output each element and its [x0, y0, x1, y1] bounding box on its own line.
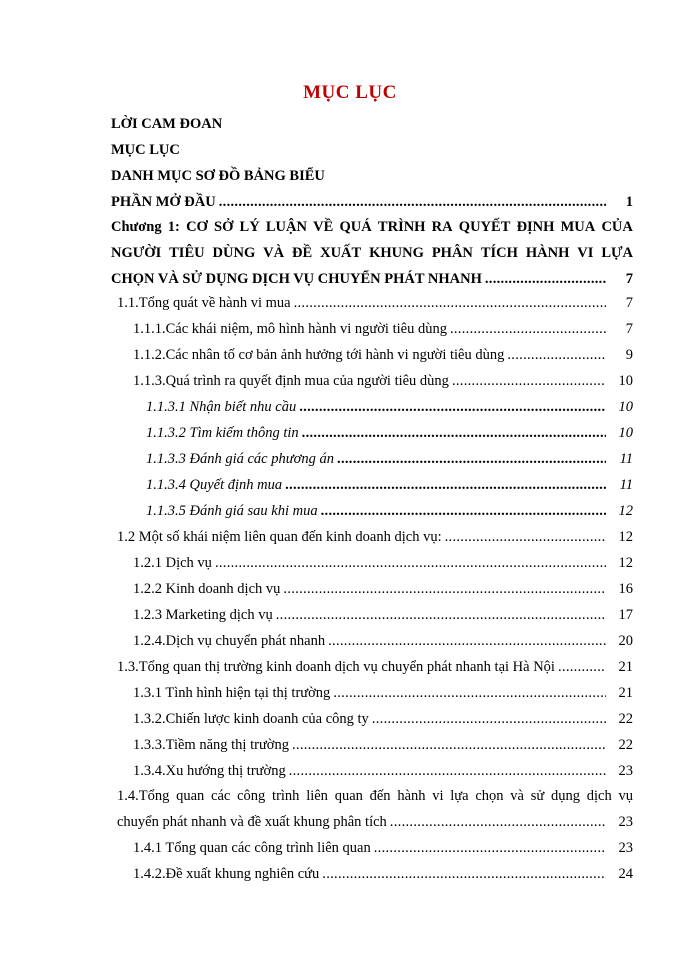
toc-entry-page: 11 [619, 451, 633, 467]
toc-intro-page: 1 [625, 194, 633, 210]
word: 1: [167, 219, 180, 235]
chapter-1-page: 7 [625, 271, 633, 287]
word: TRÌNH [377, 219, 426, 235]
word: CỦA [601, 219, 633, 235]
leader-dots [372, 709, 606, 729]
toc-entry-label: 1.3.Tổng quan thị trường kinh doanh dịch vụ chuyển phát nhanh tại Hà Nội [117, 659, 555, 675]
word: VỀ [313, 219, 334, 235]
toc-entry-label: 1.1.1.Các khái niệm, mô hình hành vi người tiêu dùng [133, 321, 447, 337]
leader-dots [321, 501, 606, 521]
section-1-4-line-2-text: chuyển phát nhanh và đề xuất khung phân tích [117, 814, 387, 830]
toc-entry[interactable] [133, 371, 633, 391]
leader-dots [337, 449, 606, 469]
leader-dots [299, 397, 606, 417]
toc-entry-label: 1.1.3.3 Đánh giá các phương án [146, 451, 335, 467]
word: XUẤT [320, 245, 362, 261]
toc-entry[interactable] [133, 579, 633, 599]
toc-intro-label: PHẦN MỞ ĐẦU [111, 194, 216, 210]
toc-entry-label: 1.2.2 Kinh doanh dịch vụ [133, 581, 281, 597]
toc-entry-label: 1.1.Tổng quát về hành vi mua [117, 295, 291, 311]
toc-entry-page: 17 [618, 607, 633, 623]
word: TÍCH [480, 245, 518, 261]
toc-entry[interactable] [133, 319, 633, 339]
leader-dots [283, 579, 606, 599]
toc-entry[interactable] [117, 293, 633, 313]
toc-entry[interactable] [146, 475, 633, 495]
toc-entry-label: 1.1.3.2 Tìm kiếm thông tin [146, 425, 299, 441]
toc-entry-page: 23 [618, 840, 633, 856]
leader-dots [219, 192, 606, 212]
word: lựa [450, 788, 469, 804]
toc-intro[interactable] [111, 192, 633, 212]
leader-dots [215, 553, 606, 573]
leader-dots [507, 345, 606, 365]
leader-dots [302, 423, 606, 443]
toc-entry[interactable] [133, 553, 633, 573]
toc-entry-page: 10 [618, 425, 633, 441]
word: Chương [111, 219, 162, 235]
toc-entry-label: 1.1.3.Quá trình ra quyết định mua của người tiêu dùng [133, 373, 449, 389]
word: dịch [586, 788, 612, 804]
leader-dots [328, 631, 606, 651]
toc-entry-label: 1.3.1 Tình hình hiện tại thị trường [133, 685, 331, 701]
word: công [237, 788, 266, 804]
word: TIÊU [169, 245, 205, 261]
toc-entry-page: 12 [618, 555, 633, 571]
toc-entry[interactable] [117, 657, 633, 677]
word: liên [306, 788, 328, 804]
word: KHUNG [369, 245, 424, 261]
toc-entry-page: 7 [625, 295, 633, 311]
toc-entry-page: 16 [618, 581, 633, 597]
word: SỞ [214, 219, 234, 235]
word: PHÂN [431, 245, 473, 261]
word: đến [369, 788, 391, 804]
toc-entry[interactable] [146, 449, 633, 469]
toc-entry[interactable] [133, 683, 633, 703]
toc-entry-page: 9 [625, 347, 633, 363]
toc-entry-page: 11 [619, 477, 633, 493]
toc-entry[interactable] [146, 423, 633, 443]
toc-entry[interactable] [133, 345, 633, 365]
page-title: MỤC LỤC [303, 82, 397, 103]
word: dụng [551, 788, 580, 804]
leader-dots [294, 293, 606, 313]
word: QUYẾT [458, 219, 511, 235]
toc-entry-label: 1.1.3.5 Đánh giá sau khi mua [146, 503, 318, 519]
toc-entry[interactable] [133, 735, 633, 755]
leader-dots [276, 605, 606, 625]
toc-entry-label: 1.3.4.Xu hướng thị trường [133, 763, 286, 779]
toc-entry[interactable] [133, 709, 633, 729]
toc-entry-label: 1.1.3.1 Nhận biết nhu cầu [146, 399, 297, 415]
word: LỰA [601, 245, 633, 261]
leader-dots [452, 371, 606, 391]
leader-dots [333, 683, 606, 703]
toc-entry[interactable] [146, 501, 633, 521]
toc-entry-label: 1.2 Một số khái niệm liên quan đến kinh doanh dịch vụ: [117, 529, 442, 545]
section-1-4-page: 23 [618, 814, 633, 830]
word: RA [431, 219, 453, 235]
leader-dots [450, 319, 606, 339]
leader-dots [390, 812, 606, 832]
leader-dots [322, 864, 606, 884]
word: LUẬN [265, 219, 307, 235]
toc-entry-page: 10 [618, 373, 633, 389]
word: ĐỊNH [516, 219, 555, 235]
leader-dots [289, 761, 606, 781]
toc-entry-label: 1.2.1 Dịch vụ [133, 555, 212, 571]
leader-dots [558, 657, 606, 677]
toc-front-figures[interactable]: DANH MỤC SƠ ĐỒ BẢNG BIỂU [111, 168, 325, 184]
toc-entry-page: 7 [625, 321, 633, 337]
word: CƠ [186, 219, 208, 235]
toc-entry-label: 1.4.2.Đề xuất khung nghiên cứu [133, 866, 320, 882]
toc-entry-label: 1.1.3.4 Quyết định mua [146, 477, 283, 493]
toc-entry-page: 12 [618, 529, 633, 545]
chapter-1-line-1 [111, 217, 633, 237]
word: LÝ [239, 219, 260, 235]
word: vi [432, 788, 444, 804]
leader-dots [374, 838, 606, 858]
word: QUÁ [339, 219, 372, 235]
word: NGƯỜI [111, 245, 162, 261]
toc-entry-label: 1.2.3 Marketing dịch vụ [133, 607, 273, 623]
toc-entry-page: 20 [618, 633, 633, 649]
toc-entry[interactable] [133, 605, 633, 625]
toc-entry-label: 1.1.2.Các nhân tố cơ bản ảnh hưởng tới hành vi người tiêu dùng [133, 347, 505, 363]
section-1-4-line-2 [117, 812, 633, 832]
word: vụ [618, 788, 633, 804]
toc-entry-label: 1.3.3.Tiềm năng thị trường [133, 737, 289, 753]
leader-dots [485, 269, 606, 289]
word: 1.4.Tổng [117, 788, 170, 804]
toc-entry[interactable] [133, 838, 633, 858]
toc-chapter-1[interactable] [111, 217, 633, 289]
word: quan [334, 788, 363, 804]
word: VÀ [263, 245, 285, 261]
word: ĐỀ [292, 245, 313, 261]
toc-entry-page: 10 [618, 399, 633, 415]
word: hành [397, 788, 426, 804]
word: VI [577, 245, 594, 261]
toc-entry-page: 12 [618, 503, 633, 519]
toc-entry[interactable] [133, 864, 633, 884]
chapter-1-line-2 [111, 243, 633, 263]
toc-front-commitment[interactable]: LỜI CAM ĐOAN [111, 116, 223, 132]
chapter-1-line-3-text: CHỌN VÀ SỬ DỤNG DỊCH VỤ CHUYỂN PHÁT NHANH [111, 271, 482, 287]
toc-front-contents[interactable]: MỤC LỤC [111, 142, 180, 158]
toc-entry-page: 21 [618, 659, 633, 675]
word: MUA [560, 219, 596, 235]
word: chọn [475, 788, 504, 804]
toc-section-1-4[interactable] [117, 786, 633, 832]
chapter-1-line-3 [111, 269, 633, 289]
toc-entry[interactable] [133, 761, 633, 781]
leader-dots [285, 475, 606, 495]
leader-dots [445, 527, 606, 547]
toc-entry-page: 22 [618, 711, 633, 727]
word: và [510, 788, 524, 804]
toc-entry-label: 1.2.4.Dịch vụ chuyển phát nhanh [133, 633, 326, 649]
word: sử [530, 788, 545, 804]
toc-entry-page: 23 [618, 763, 633, 779]
toc-entry-page: 24 [618, 866, 633, 882]
toc-entry[interactable] [117, 527, 633, 547]
toc-entry[interactable] [133, 631, 633, 651]
toc-entry-page: 22 [618, 737, 633, 753]
section-1-4-line-1 [117, 786, 633, 806]
word: các [211, 788, 231, 804]
toc-entry[interactable] [146, 397, 633, 417]
toc-entry-label: 1.3.2.Chiến lược kinh doanh của công ty [133, 711, 369, 727]
word: HÀNH [525, 245, 570, 261]
toc-entry-page: 21 [618, 685, 633, 701]
word: DÙNG [212, 245, 256, 261]
word: quan [176, 788, 205, 804]
word: trình [272, 788, 300, 804]
toc-entry-label: 1.4.1 Tổng quan các công trình liên quan [133, 840, 371, 856]
leader-dots [292, 735, 606, 755]
